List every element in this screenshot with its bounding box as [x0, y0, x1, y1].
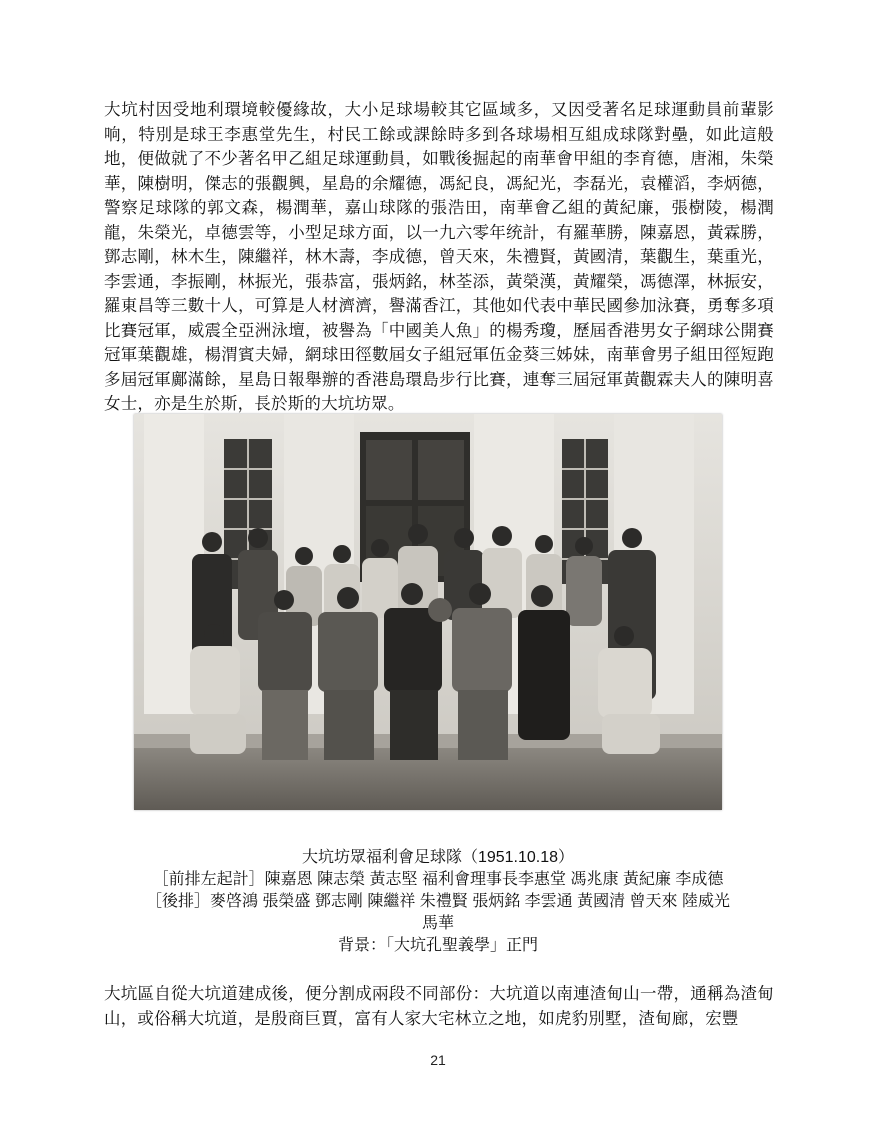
photo-caption-back-row: ［後排］麥啓鴻 張榮盛 鄧志剛 陳繼祥 朱禮賢 張炳銘 李雲通 黃國清 曾天來 陸威光 [145, 893, 730, 910]
team-photo-illustration [134, 414, 722, 810]
body-paragraph-2: 大坑區自從大坑道建成後，便分割成兩段不同部份：大坑道以南連渣甸山一帶，通稱為渣甸山，或俗稱大坑道，是殷商巨賈，富有人家大宅林立之地，如虎豹別墅，渣甸廊，宏豐 [104, 984, 774, 1028]
team-photo [134, 414, 722, 810]
page-number: 21 [430, 1052, 446, 1068]
photo-caption-title: 大坑坊眾福利會足球隊（1951.10.18） [301, 849, 575, 866]
photo-caption-back-row-continued: 馬華 [421, 915, 454, 932]
body-paragraph-1: 大坑村因受地利環境較優緣故，大小足球場較其它區域多，又因受著名足球運動員前輩影响，特別是球王李惠堂先生，村民工餘或課餘時多到各球場相互組成球隊對壘，如此這般地，便做就了不少著名甲乙組足球運動員，如戰後掘起的南華會甲組的李育德，唐湘，朱榮華，陳樹明，傑志的張觀興，星島的余耀德，馮紀良，馮紀光，李磊光，袁權滔，李炳德，警察足球隊的郭文森，楊潤華，嘉山球隊的張浩田，南華會乙組的黃紀廉，張樹陵，楊潤龍，朱榮光，卓德雲等，小型足球方面，以一九六零年统計，有羅華勝，陳嘉恩，黃霖勝，鄧志剛，林木生，陳繼祥，林木壽，李成德，曾天來，朱禮賢，黃國清，葉觀生，葉重光，李雲通，李振剛，林振光，張恭富，張炳銘，林荃添，黃榮漢，黃耀榮，馮德澤，林振安，羅東昌等三數十人，可算是人材濟濟，譽滿香江，其他如代表中華民國參加泳賽，勇奪多項比賽冠軍，威震全亞洲泳壇，被譽為「中國美人魚」的楊秀瓊，歷屆香港男女子網球公開賽冠軍葉觀雄，楊渭賓夫婦，網球田徑數屆女子組冠軍伍金葵三姊妹，南華會男子組田徑短跑多屆冠軍鄺滿餘，星島日報舉辦的香港島環島步行比賽，連奪三屆冠軍黃觀霖夫人的陳明喜女士，亦是生於斯，長於斯的大坑坊眾。 [104, 100, 774, 413]
photo-caption-front-row: ［前排左起計］陳嘉恩 陳志榮 黃志堅 福利會理事長李惠堂 馮兆康 黃紀廉 李成德 [152, 871, 724, 888]
photo-caption-background: 背景：「大坑孔聖義學」正門 [337, 937, 538, 954]
